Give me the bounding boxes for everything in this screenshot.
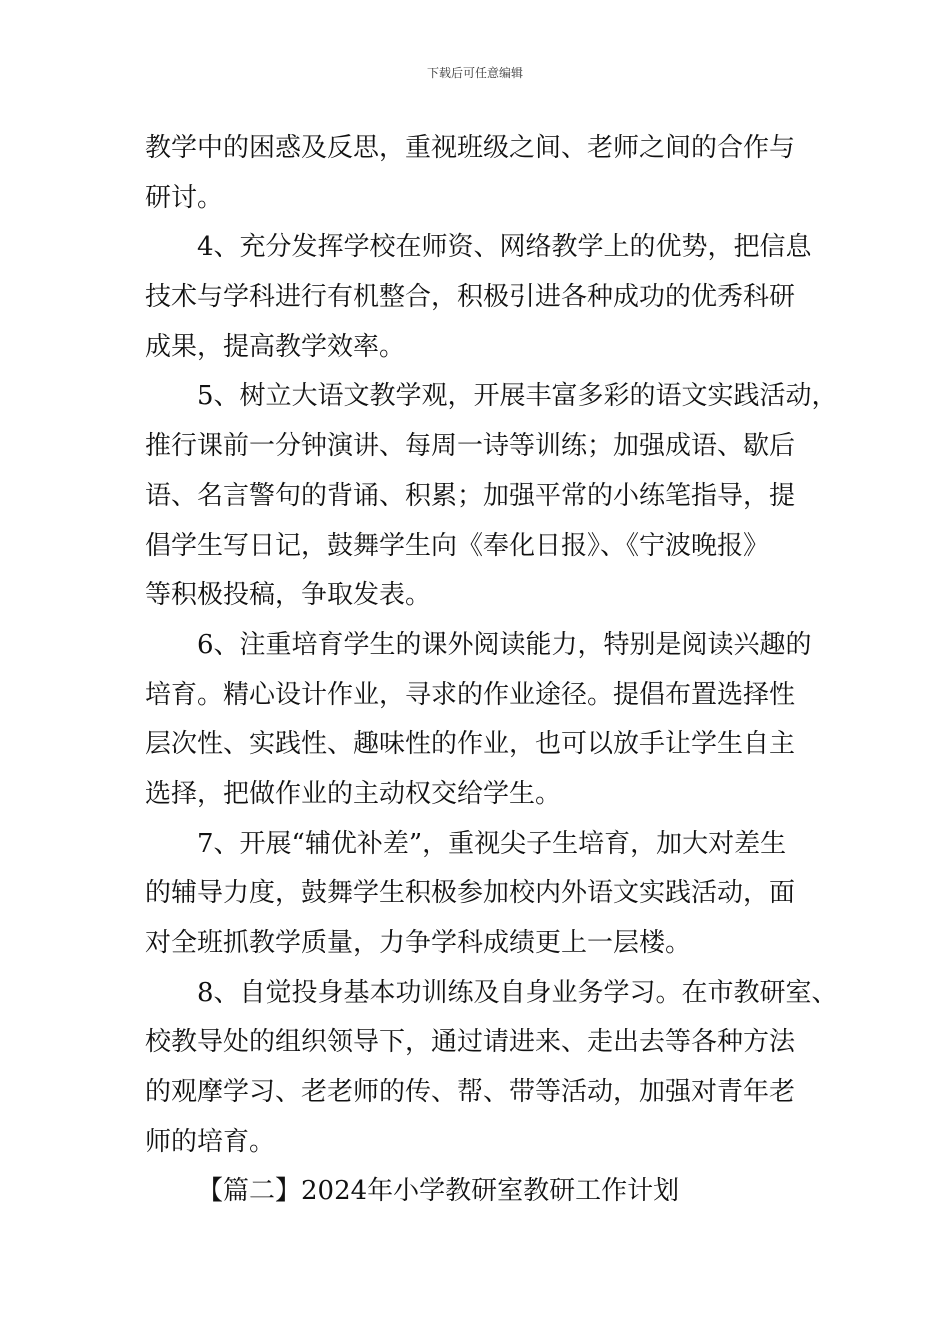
text-line: 教学中的困惑及反思，重视班级之间、老师之间的合作与	[145, 133, 796, 163]
text-line: 等积极投稿，争取发表。	[145, 580, 432, 611]
text-line: 倡学生写日记，鼓舞学生向《奉化日报》、《宁波晚报》	[145, 530, 770, 561]
text-line: 对全班抓教学质量，力争学科成绩更上一层楼。	[145, 928, 692, 958]
text-line: 的观摩学习、老老师的传、帮、带等活动，加强对青年老	[145, 1077, 796, 1108]
text-line: 技术与学科进行有机整合，积极引进各种成功的优秀科研	[145, 282, 796, 313]
text-line: 师的培育。	[145, 1126, 276, 1157]
document-body	[145, 124, 838, 1217]
text-line: 层次性、实践性、趣味性的作业，也可以放手让学生自主	[145, 729, 796, 760]
text-line: 推行课前一分钟演讲、每周一诗等训练；加强成语、歇后	[145, 431, 796, 462]
text-line: 选择，把做作业的主动权交给学生。	[145, 778, 562, 809]
text-line: 4、充分发挥学校在师资、网络教学上的优势，把信息	[197, 232, 812, 263]
text-line: 成果，提高教学效率。	[145, 331, 406, 362]
text-line: 的辅导力度，鼓舞学生积极参加校内外语文实践活动，面	[145, 878, 796, 909]
section-heading: 【篇二】2024年小学教研室教研工作计划	[197, 1176, 680, 1207]
text-line: 5、树立大语文教学观，开展丰富多彩的语文实践活动，	[197, 381, 838, 412]
text-line: 7、开展“辅优补差”，重视尖子生培育，加大对差生	[197, 828, 787, 859]
text-line: 培育。精心设计作业，寻求的作业途径。提倡布置选择性	[145, 679, 796, 710]
text-line: 研讨。	[145, 182, 224, 213]
text-line: 8、自觉投身基本功训练及自身业务学习。在市教研室、	[197, 977, 838, 1008]
text-line: 6、注重培育学生的课外阅读能力，特别是阅读兴趣的	[197, 629, 812, 660]
text-line: 校教导处的组织领导下，通过请进来、走出去等各种方法	[145, 1027, 796, 1058]
page-header: 下载后可任意编辑	[426, 66, 523, 80]
text-line: 语、名言警句的背诵、积累；加强平常的小练笔指导，提	[145, 480, 796, 511]
